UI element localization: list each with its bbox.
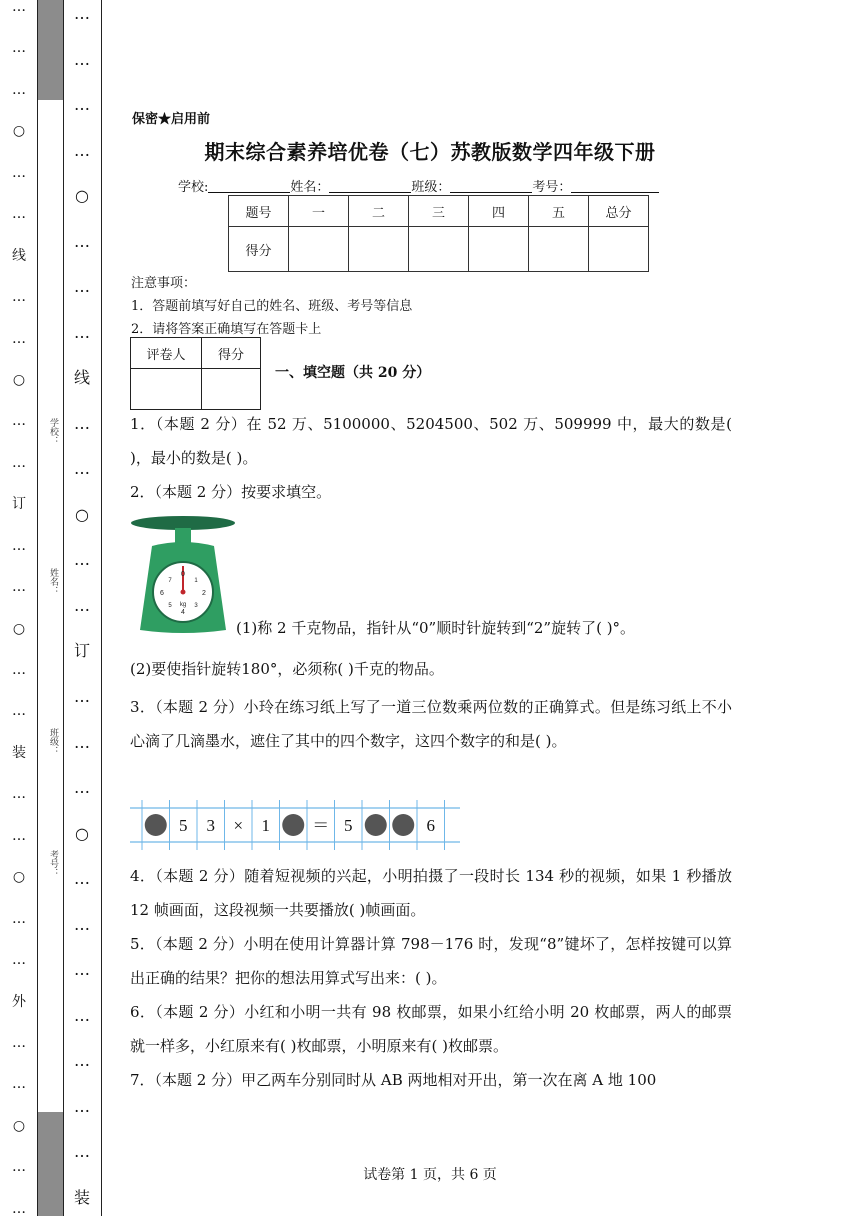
score-header-cell: 一 bbox=[289, 196, 349, 227]
score-table bbox=[228, 195, 649, 272]
binding-mark: ○ bbox=[75, 186, 89, 206]
notes-heading: 注意事项： bbox=[131, 276, 197, 291]
grader-score-header: 得分 bbox=[202, 338, 261, 369]
binding-mark: … bbox=[12, 910, 26, 927]
scale-neck bbox=[175, 528, 191, 544]
score-header-cell: 总分 bbox=[589, 196, 649, 227]
scale-dial-number: 6 bbox=[160, 590, 164, 597]
binding-mark: … bbox=[12, 164, 26, 181]
inner-binding-line bbox=[70, 0, 94, 1216]
equation-symbol: 5 bbox=[179, 816, 188, 835]
binding-mark: … bbox=[12, 413, 26, 430]
field-label-name: 姓名： bbox=[48, 568, 58, 595]
binding-mark: … bbox=[74, 914, 90, 934]
field-label-exam-no: 考号： bbox=[48, 850, 58, 877]
notes-item: 1．答题前填写好自己的姓名、班级、考号等信息 bbox=[131, 299, 413, 314]
binding-mark: … bbox=[74, 459, 90, 479]
score-header-cell: 二 bbox=[349, 196, 409, 227]
ink-blot bbox=[282, 814, 304, 836]
class-label: 班级： bbox=[411, 180, 451, 195]
binding-mark: … bbox=[12, 537, 26, 554]
binding-mark: … bbox=[12, 0, 26, 15]
binding-mark: … bbox=[12, 454, 26, 471]
score-cell[interactable] bbox=[349, 227, 409, 272]
kitchen-scale-illustration bbox=[130, 512, 236, 634]
equation-symbol: 5 bbox=[344, 816, 353, 835]
binding-mark: … bbox=[12, 579, 26, 596]
ink-blot bbox=[392, 814, 414, 836]
question-3: 3．（本题 2 分）小玲在练习纸上写了一道三位数乘两位数的正确算式。但是练习纸上不小心滴了几滴墨水，遮住了其中的四个数字，这四个数字的和是( )。 bbox=[130, 698, 732, 750]
binding-mark: 外 bbox=[12, 993, 26, 1010]
binding-mark: … bbox=[12, 1076, 26, 1093]
grader-table bbox=[130, 337, 261, 410]
grader-header: 评卷人 bbox=[131, 338, 202, 369]
binding-mark: … bbox=[12, 1159, 26, 1176]
question-4: 4．（本题 2 分）随着短视频的兴起，小明拍摄了一段时长 134 秒的视频，如果 1 秒播放 12 帧画面，这段视频一共要播放( )帧画面。 bbox=[130, 867, 732, 919]
scale-dial-number: 4 bbox=[181, 609, 185, 616]
exam-no-blank[interactable] bbox=[571, 179, 659, 193]
binding-mark: ○ bbox=[12, 869, 26, 886]
binding-mark: … bbox=[12, 81, 26, 98]
binding-mark: … bbox=[12, 330, 26, 347]
score-cell[interactable] bbox=[289, 227, 349, 272]
scale-pan bbox=[131, 516, 235, 530]
binding-mark: … bbox=[74, 686, 90, 706]
binding-mark: … bbox=[12, 289, 26, 306]
scale-dial-number: 5 bbox=[168, 603, 172, 609]
binding-mark: ○ bbox=[12, 1117, 26, 1134]
margin-divider bbox=[101, 0, 102, 1216]
binding-mark: … bbox=[74, 95, 90, 115]
binding-mark: … bbox=[74, 595, 90, 615]
outer-binding-line bbox=[8, 0, 30, 1216]
score-label-cell: 得分 bbox=[229, 227, 289, 272]
question-2-part-2: (2)要使指针旋转180°，必须称( )千克的物品。 bbox=[130, 660, 444, 678]
binding-mark: … bbox=[74, 140, 90, 160]
scale-dial-number: 3 bbox=[194, 603, 198, 609]
binding-mark: 订 bbox=[12, 496, 26, 513]
score-cell[interactable] bbox=[469, 227, 529, 272]
equation-symbol: 3 bbox=[206, 816, 215, 835]
binding-mark: … bbox=[12, 662, 26, 678]
notes-item: 2．请将答案正确填写在答题卡上 bbox=[131, 322, 322, 337]
score-cell[interactable] bbox=[529, 227, 589, 272]
binding-mark: 线 bbox=[12, 247, 26, 264]
score-header-cell: 三 bbox=[409, 196, 469, 227]
binding-mark: … bbox=[12, 40, 26, 57]
binding-mark: 装 bbox=[73, 1187, 90, 1207]
binding-mark: … bbox=[74, 4, 90, 23]
scale-dial-number: 1 bbox=[194, 578, 198, 584]
equation-symbol: 1 bbox=[261, 816, 270, 835]
binding-mark: … bbox=[74, 322, 90, 342]
binding-mark: … bbox=[74, 1096, 90, 1116]
ink-blot bbox=[145, 814, 167, 836]
binding-mark: 订 bbox=[73, 641, 90, 661]
binding-mark: … bbox=[12, 1034, 26, 1051]
scale-pivot bbox=[181, 590, 186, 595]
binding-mark: … bbox=[74, 413, 90, 433]
name-blank[interactable] bbox=[329, 179, 411, 193]
equation-symbol: × bbox=[233, 816, 244, 835]
binding-mark: ○ bbox=[75, 504, 89, 524]
scale-unit: kg bbox=[179, 602, 187, 608]
question-5: 5．（本题 2 分）小明在使用计算器计算 798－176 时，发现“8”键坏了，怎样按键可以算出正确的结果？把你的想法用算式写出来：( )。 bbox=[130, 935, 732, 987]
scale-dial-number: 2 bbox=[202, 590, 206, 597]
binding-mark: … bbox=[12, 703, 26, 720]
notes bbox=[131, 272, 412, 341]
field-label-school: 学校： bbox=[48, 418, 58, 445]
ink-blot bbox=[365, 814, 387, 836]
binding-mark: … bbox=[12, 952, 26, 969]
binding-mark: … bbox=[74, 732, 90, 752]
school-label: 学校: bbox=[178, 180, 209, 195]
question-7: 7．（本题 2 分）甲乙两车分别同时从 AB 两地相对开出，第一次在离 A 地 100 bbox=[130, 1071, 657, 1089]
binding-mark: ○ bbox=[75, 823, 89, 843]
binding-mark: … bbox=[12, 786, 26, 803]
binding-mark: … bbox=[74, 1005, 90, 1025]
binding-mark: … bbox=[74, 550, 90, 570]
school-blank[interactable] bbox=[208, 179, 290, 193]
grader-score-cell[interactable] bbox=[202, 369, 261, 410]
binding-mark: 装 bbox=[12, 744, 26, 761]
exam-no-label: 考号： bbox=[532, 180, 572, 195]
page-footer: 试卷第 1 页，共 6 页 bbox=[363, 1167, 497, 1183]
binding-mark: … bbox=[74, 231, 90, 251]
field-label-class: 班级： bbox=[48, 728, 58, 755]
page-title: 期末综合素养培优卷（七）苏教版数学四年级下册 bbox=[204, 140, 656, 164]
binding-mark: … bbox=[74, 49, 90, 69]
name-label: 姓名： bbox=[290, 180, 330, 195]
score-header-cell: 四 bbox=[469, 196, 529, 227]
binding-mark: … bbox=[74, 869, 90, 889]
binding-mark: ○ bbox=[12, 620, 26, 637]
question-6: 6．（本题 2 分）小红和小明一共有 98 枚邮票，如果小红给小明 20 枚邮票，两人的邮票就一样多，小红原来有( )枚邮票，小明原来有( )枚邮票。 bbox=[130, 1003, 732, 1055]
binding-mark: … bbox=[12, 1200, 26, 1217]
scale-dial-number: 0 bbox=[181, 571, 185, 578]
section-heading: 一、填空题（共 20 分） bbox=[275, 365, 431, 381]
scale-dial-number: 7 bbox=[168, 578, 172, 584]
binding-mark: … bbox=[12, 827, 26, 844]
class-blank[interactable] bbox=[450, 179, 532, 193]
binding-mark: … bbox=[74, 778, 90, 798]
binding-mark: … bbox=[74, 1142, 90, 1162]
binding-mark: 线 bbox=[73, 368, 90, 388]
binding-mark: … bbox=[74, 277, 90, 297]
score-cell[interactable] bbox=[589, 227, 649, 272]
equation-symbol: 6 bbox=[426, 816, 435, 835]
binding-mark: … bbox=[74, 960, 90, 980]
score-header-cell: 题号 bbox=[229, 196, 289, 227]
binding-mark: … bbox=[12, 206, 26, 223]
student-info-row bbox=[178, 176, 659, 195]
question-1: 1．（本题 2 分）在 52 万、5100000、5204500、502 万、509999 中，最大的数是( )，最小的数是( )。 bbox=[130, 415, 732, 467]
score-header-cell: 五 bbox=[529, 196, 589, 227]
confidential-label: 保密★启用前 bbox=[132, 112, 211, 127]
ink-covered-equation bbox=[130, 800, 460, 850]
binding-mark: ○ bbox=[12, 371, 26, 388]
score-cell[interactable] bbox=[409, 227, 469, 272]
question-2: 2．（本题 2 分）按要求填空。 bbox=[130, 483, 332, 501]
grader-cell[interactable] bbox=[131, 369, 202, 410]
question-2-part-1: (1)称 2 千克物品，指针从“0”顺时针旋转到“2”旋转了( )°。 bbox=[236, 619, 636, 637]
equation-symbol: ＝ bbox=[312, 816, 330, 835]
binding-mark: … bbox=[74, 1051, 90, 1071]
binding-mark: ○ bbox=[12, 123, 26, 140]
binding-band-border bbox=[37, 0, 64, 1216]
